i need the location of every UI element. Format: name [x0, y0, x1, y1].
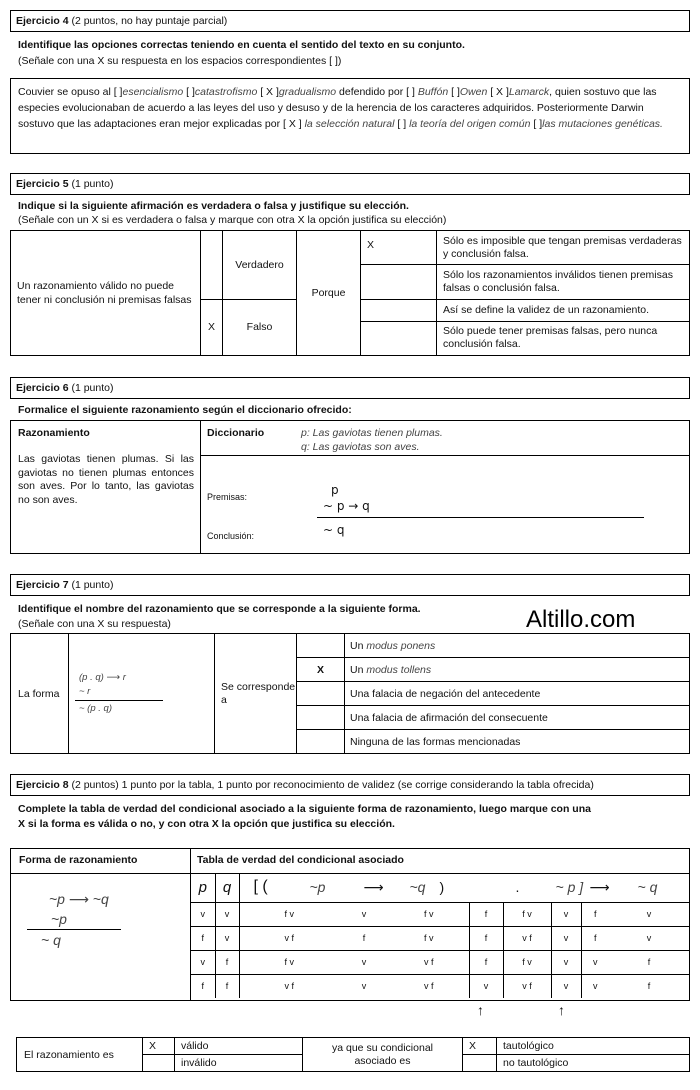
ex4-option-mutaciones: las mutaciones genéticas.	[542, 118, 663, 130]
ex5-falso-mark[interactable]: X	[201, 299, 223, 355]
ex5-header	[10, 173, 690, 195]
ex8-formula-nq2: ~ q	[637, 879, 658, 895]
ex7-forma-line-1: (p . q) ⟶ r	[79, 672, 126, 683]
ex8-arrow-up-1: ↑	[477, 1002, 484, 1018]
ex6-divider-vertical	[200, 421, 201, 553]
ex6-premise-2: ~ p → q	[323, 499, 370, 513]
ex6-dict-q: q: Las gaviotas son aves.	[301, 441, 420, 453]
ex6-razonamiento-label: Razonamiento	[18, 427, 90, 439]
ex8-instruction-2: X si la forma es válida o no, y con otra X la opción que justifica su elección.	[18, 818, 395, 830]
ex8-cell: v	[551, 926, 581, 950]
ex8-cell: v	[339, 902, 389, 926]
ex4-text-box	[10, 78, 690, 154]
ex8-form-line-3: ~ q	[41, 932, 61, 948]
ex5-title: Ejercicio 5	[16, 178, 69, 190]
ex5-option-mark-1[interactable]: X	[361, 231, 437, 265]
ex8-cell: f	[191, 974, 215, 998]
ex8-cell: v	[609, 926, 689, 950]
ex8-tautologico-label: tautológico	[497, 1038, 690, 1055]
ex8-cell: f	[581, 902, 609, 926]
ex8-row-2	[191, 926, 689, 950]
ex7-header	[10, 574, 690, 596]
ex8-cell: f	[469, 902, 503, 926]
ex5-option-3: Así se define la validez de un razonamiento.	[437, 299, 690, 321]
ex8-ya-que-label: ya que su condicional asociado es	[303, 1038, 463, 1072]
ex4-title: Ejercicio 4	[16, 15, 69, 27]
ex5-option-4: Sólo puede tener premisas falsas, pero nunca conclusión falsa.	[437, 321, 690, 355]
ex8-cell: f	[469, 926, 503, 950]
ex8-cell: f	[609, 974, 689, 998]
ex8-valido-mark[interactable]: X	[143, 1038, 175, 1055]
ex5-option-mark-2[interactable]	[361, 265, 437, 299]
ex8-cell: v	[215, 926, 239, 950]
ex6-premisas-label: Premisas:	[207, 492, 248, 502]
ex7-sub: (Señale con una X su respuesta)	[18, 618, 171, 630]
ex8-formula-nq: ~q	[409, 879, 426, 895]
ex4-text-part: [ ]	[448, 86, 460, 98]
ex6-premise-1: p	[331, 483, 339, 497]
ex6-box	[10, 420, 690, 554]
ex8-formula-close: )	[439, 879, 445, 895]
ex7-la-forma-label: La forma	[11, 634, 69, 754]
ex8-no-tautologico-label: no tautológico	[497, 1055, 690, 1072]
ex5-table	[10, 230, 690, 356]
ex8-formula-header	[239, 874, 689, 902]
ex8-cell: v	[609, 902, 689, 926]
ex6-conclusion-label: Conclusión:	[207, 531, 255, 541]
ex6-divider-horizontal	[200, 455, 689, 456]
ex8-cell: v	[581, 974, 609, 998]
ex8-cell: v	[551, 902, 581, 926]
ex5-verdadero-mark[interactable]	[201, 231, 223, 300]
ex8-answer-table	[16, 1037, 690, 1072]
ex6-instruction: Formalice el siguiente razonamiento según el diccionario ofrecido:	[18, 404, 352, 416]
ex8-cell: f	[191, 926, 215, 950]
ex4-text-part: [ X ]	[487, 86, 509, 98]
ex7-option-mark-1[interactable]	[297, 634, 345, 658]
ex7-table	[10, 633, 690, 754]
ex7-option-2	[345, 658, 690, 682]
ex8-row-3	[191, 950, 689, 974]
ex8-cell: v f	[503, 926, 551, 950]
ex4-option-esencialismo: esencialismo	[122, 86, 184, 98]
ex7-option-mark-4[interactable]	[297, 706, 345, 730]
ex4-option-owen: Owen	[459, 86, 488, 98]
ex8-cell: v	[191, 950, 215, 974]
ex8-cell: v	[551, 950, 581, 974]
ex4-text-part: [ ]	[183, 86, 195, 98]
ex6-points: (1 punto)	[71, 382, 114, 394]
ex6-razonamiento-text: Las gaviotas tienen plumas. Si las gaviotas no tienen plumas entonces son aves. Por lo tanto, las gaviotas no son aves.	[18, 453, 194, 506]
watermark-logo: Altillo.com	[526, 606, 636, 633]
ex8-formula-arrow-1: ⟶	[363, 879, 384, 895]
ex7-option-2-italic: modus tollens	[366, 663, 432, 676]
ex7-forma-line-3: ~ (p . q)	[79, 703, 112, 714]
ex8-forma-header: Forma de razonamiento	[19, 854, 138, 866]
ex8-cell: v f	[389, 974, 469, 998]
ex4-instruction: Identifique las opciones correctas teniendo en cuenta el sentido del texto en su conjunto.	[18, 39, 465, 51]
ex5-points: (1 punto)	[71, 178, 114, 190]
ex8-cell: f v	[389, 902, 469, 926]
ex8-cell: f	[215, 950, 239, 974]
ex5-option-mark-4[interactable]	[361, 321, 437, 355]
ex4-option-lamarck: Lamarck	[508, 86, 550, 98]
ex8-col-q: q	[215, 874, 239, 902]
ex7-se-corresponde-label: Se corresponde a	[215, 634, 297, 754]
ex7-option-1-italic: modus ponens	[366, 639, 436, 652]
ex7-option-4: Una falacia de afirmación del consecuente	[345, 706, 690, 730]
ex4-text-part: defendido por [ ]	[336, 86, 418, 98]
ex8-header	[10, 774, 690, 796]
ex8-arrow-up-2: ↑	[558, 1002, 565, 1018]
ex8-cell: f v	[503, 902, 551, 926]
ex8-invalido-mark[interactable]	[143, 1055, 175, 1072]
ex4-header	[10, 10, 690, 32]
ex8-cell: v f	[239, 974, 339, 998]
ex7-forma-inference-line	[75, 700, 163, 701]
ex8-cell: f v	[239, 902, 339, 926]
ex5-statement: Un razonamiento válido no puede tener ni conclusión ni premisas falsas	[11, 231, 201, 356]
ex7-option-1-text: Un	[350, 639, 367, 652]
ex8-invalido-label: inválido	[175, 1055, 303, 1072]
ex6-title: Ejercicio 6	[16, 382, 69, 394]
ex7-option-3: Una falacia de negación del antecedente	[345, 682, 690, 706]
ex5-instruction: Indique si la siguiente afirmación es verdadera o falsa y justifique su elección.	[18, 200, 409, 212]
ex4-text-part: [ ]	[530, 118, 543, 130]
ex8-cell: f	[339, 926, 389, 950]
ex8-cell: v	[551, 974, 581, 998]
ex5-option-mark-3[interactable]	[361, 299, 437, 321]
ex8-form-inference-line	[27, 929, 121, 930]
ex4-text-part: Couvier se opuso al [ ]	[18, 86, 123, 98]
ex8-cell: f v	[389, 926, 469, 950]
ex7-option-mark-2[interactable]: X	[297, 658, 345, 682]
ex8-cell: v	[469, 974, 503, 998]
ex7-option-2-text: Un	[350, 663, 367, 676]
ex8-row-1	[191, 902, 689, 926]
ex8-cell: v f	[503, 974, 551, 998]
ex8-cell: f v	[503, 950, 551, 974]
ex7-forma-line-2: ~ r	[79, 686, 91, 697]
ex7-instruction: Identifique el nombre del razonamiento que se corresponde a la siguiente forma.	[18, 603, 421, 615]
ex8-cell: f	[215, 974, 239, 998]
ex4-points: (2 puntos, no hay puntaje parcial)	[71, 15, 228, 27]
ex8-points: (2 puntos) 1 punto por la tabla, 1 punto por reconocimiento de validez (se corrige considerando la tabla ofrecida)	[71, 779, 594, 791]
ex8-formula-np: ~p	[309, 879, 326, 895]
ex8-col-p: p	[191, 874, 215, 902]
ex7-title: Ejercicio 7	[16, 579, 69, 591]
ex6-diccionario-label: Diccionario	[207, 427, 265, 439]
ex8-truth-table	[191, 874, 689, 998]
ex5-falso-label: Falso	[223, 299, 297, 355]
ex5-sub: (Señale con un X si es verdadera o falsa y marque con otra X la opción justifica su elección)	[18, 214, 447, 226]
ex8-form-line-2: ~p	[51, 911, 67, 927]
ex8-form-line-1: ~p ⟶ ~q	[49, 891, 109, 907]
ex8-table-box	[10, 848, 690, 1001]
ex6-inference-line	[317, 517, 644, 518]
ex8-cell: v	[191, 902, 215, 926]
ex8-cell: v f	[389, 950, 469, 974]
ex8-tautologico-mark[interactable]: X	[463, 1038, 497, 1055]
ex4-text-part: [ ]	[394, 118, 410, 130]
ex7-option-mark-3[interactable]	[297, 682, 345, 706]
ex4-option-seleccion: la selección natural	[304, 118, 395, 130]
ex5-option-2: Sólo los razonamientos inválidos tienen premisas falsas o conclusión falsa.	[437, 265, 690, 299]
ex8-cell: f	[469, 950, 503, 974]
ex6-dict-p: p: Las gaviotas tienen plumas.	[301, 427, 443, 439]
ex7-option-5: Ninguna de las formas mencionadas	[345, 730, 690, 754]
ex8-instruction-1: Complete la tabla de verdad del condicional asociado a la siguiente forma de razonamiento, luego marque con una	[18, 803, 591, 815]
ex5-verdadero-label: Verdadero	[223, 231, 297, 300]
ex4-option-buffon: Buffón	[417, 86, 449, 98]
ex8-razonamiento-es-label: El razonamiento es	[17, 1038, 143, 1072]
ex8-tabla-header: Tabla de verdad del condicional asociado	[197, 854, 404, 866]
ex8-cell: v	[339, 974, 389, 998]
ex4-option-gradualismo: gradualismo	[278, 86, 337, 98]
ex8-cell: v	[215, 902, 239, 926]
ex6-header	[10, 377, 690, 399]
ex8-valido-label: válido	[175, 1038, 303, 1055]
ex8-row-4	[191, 974, 689, 998]
ex7-option-mark-5[interactable]	[297, 730, 345, 754]
ex7-option-1	[345, 634, 690, 658]
ex8-formula-np2: ~ p ]	[555, 879, 584, 895]
ex8-cell: v	[581, 950, 609, 974]
ex4-text-part: , quien sostuvo que las especies evolucionaban de acuerdo a las leyes del uso y desuso y de la herencia de los caracteres adquiridos. Posteriormente Darwin sostuvo que las adaptaciones eran mejor explicadas por [ X ]	[18, 86, 657, 130]
ex8-cell: f v	[239, 950, 339, 974]
ex4-text-part: [ X ]	[257, 86, 279, 98]
ex8-cell: f	[609, 950, 689, 974]
ex8-title: Ejercicio 8	[16, 779, 69, 791]
ex7-points: (1 punto)	[71, 579, 114, 591]
ex7-forma-cell	[69, 634, 215, 754]
ex4-sub: (Señale con una X su respuesta en los espacios correspondientes [ ])	[18, 55, 342, 67]
ex8-formula-arrow-2: ⟶	[589, 879, 610, 895]
ex5-porque-label: Porque	[297, 231, 361, 356]
ex8-cell: v	[339, 950, 389, 974]
ex6-conclusion: ~ q	[323, 523, 345, 537]
ex8-formula-dot: .	[515, 879, 520, 895]
ex8-cell: f	[581, 926, 609, 950]
ex8-cell: v f	[239, 926, 339, 950]
ex8-formula-open: [ (	[253, 878, 268, 895]
ex4-option-teoria: la teoría del origen común	[409, 118, 531, 130]
ex8-no-tautologico-mark[interactable]	[463, 1055, 497, 1072]
ex4-option-catastrofismo: catastrofismo	[194, 86, 258, 98]
ex5-option-1: Sólo es imposible que tengan premisas verdaderas y conclusión falsa.	[437, 231, 690, 265]
